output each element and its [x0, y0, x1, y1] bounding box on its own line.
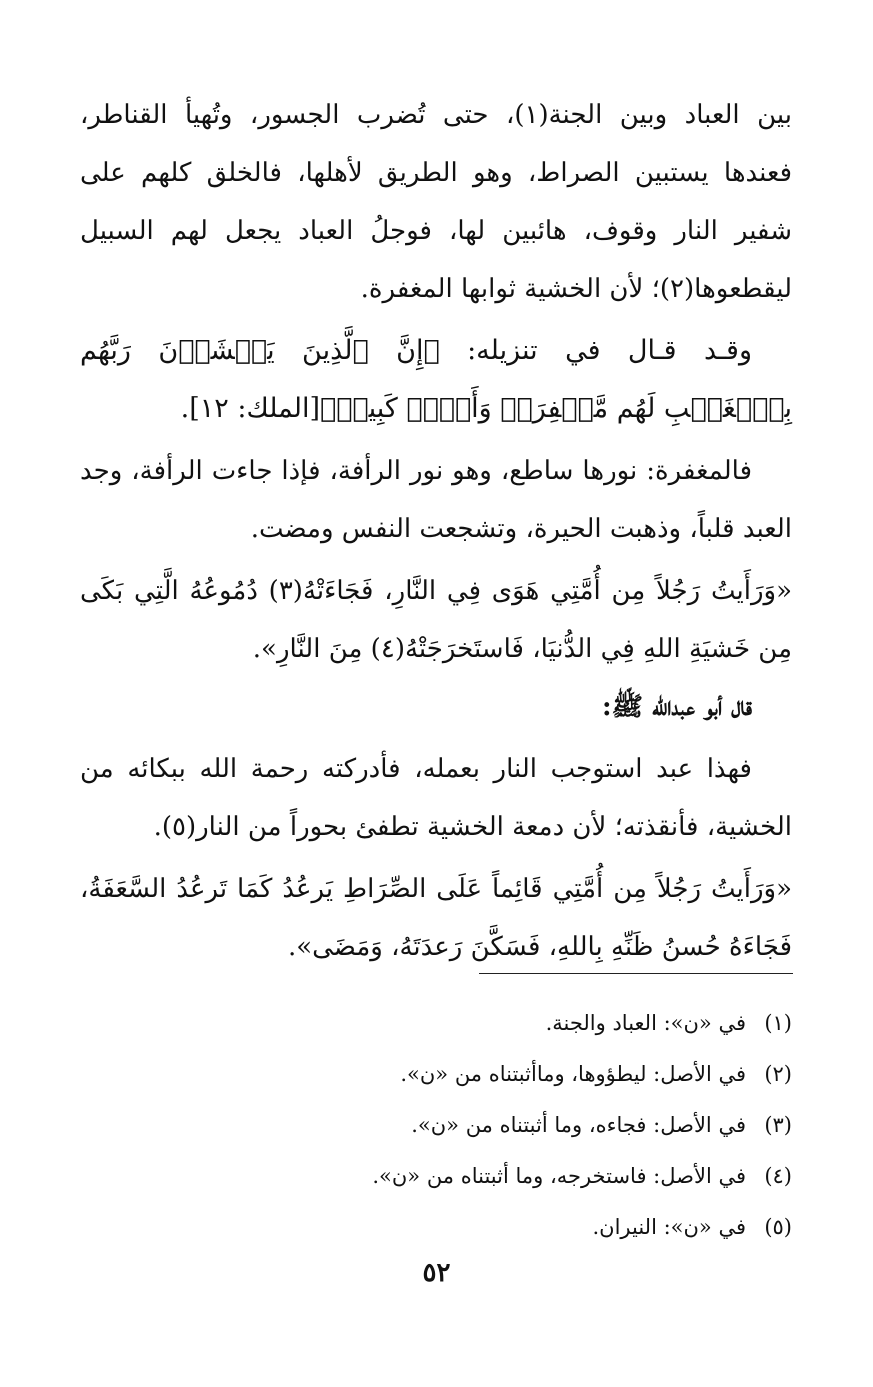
page-body	[80, 86, 792, 976]
footnotes-list	[80, 998, 792, 1253]
footnote-number: (١)	[764, 1011, 792, 1035]
footnote-text: في «ن»: العباد والجنة.	[545, 1011, 746, 1035]
footnote-text: في الأصل: ليطؤوها، وماأثبتناه من «ن».	[400, 1062, 746, 1086]
footnote-item	[80, 998, 792, 1049]
footnote-text: في الأصل: فجاءه، وما أثبتناه من «ن».	[411, 1113, 746, 1137]
footnote-number: (٥)	[764, 1215, 792, 1239]
section-heading: قال أبو عبدالله ﷺ:	[602, 692, 752, 722]
page-number: ٥٢	[422, 1258, 451, 1288]
paragraph-quran-citation: وقـد قـال في تنزيله: ﴿إِنَّ ٱلَّذِينَ يَخۡشَوۡنَ رَبَّهُم بِٱلۡغَيۡبِ لَهُم مَّغۡفِرَةٞ وَأَجۡرٞ كَبِيرٞ﴾[الملك: ١٢].	[80, 335, 792, 424]
hadith-quote-2: «وَرَأَيتُ رَجُلاً مِن أُمَّتِي قَائِماً عَلَى الصِّرَاطِ يَرعُدُ كَمَا تَرعُدُ السَّعَفَةُ، فَجَاءَهُ حُسنُ ظَنِّهِ بِاللهِ، فَسَكَّنَ رَعدَتَهُ، وَمَضَى».	[80, 874, 792, 962]
footnote-item	[80, 1151, 792, 1202]
footnote-item	[80, 1100, 792, 1151]
footnote-number: (٤)	[764, 1164, 792, 1188]
paragraph-commentary: فهذا عبد استوجب النار بعمله، فأدركته رحمة الله ببكائه من الخشية، فأنقذته؛ لأن دمعة الخشية تطفئ بحوراً من النار(٥).	[80, 754, 792, 842]
paragraph-maghfira: فالمغفرة: نورها ساطع، وهو نور الرأفة، فإذا جاءت الرأفة، وجد العبد قلباً، وذهبت الحيرة، وتشجعت النفس ومضت.	[80, 456, 792, 544]
footnote-text: في الأصل: فاستخرجه، وما أثبتناه من «ن».	[372, 1164, 746, 1188]
hadith-quote-1: «وَرَأَيتُ رَجُلاً مِن أُمَّتِي هَوَى فِي النَّارِ، فَجَاءَتْهُ(٣) دُمُوعُهُ الَّتِي بَكَى مِن خَشيَةِ اللهِ فِي الدُّنيَا، فَاستَخرَجَتْهُ(٤) مِنَ النَّارِ».	[80, 576, 792, 664]
footnote-number: (٣)	[764, 1113, 792, 1137]
footnote-item	[80, 1202, 792, 1253]
footnote-separator	[479, 973, 793, 974]
footnote-item	[80, 1049, 792, 1100]
paragraph-1: بين العباد وبين الجنة(١)، حتى تُضرب الجسور، وتُهيأ القناطر، فعندها يستبين الصراط، وهو الطريق لأهلها، فالخلق كلهم على شفير النار وقوف، هائبين لها، فوجلُ العباد يجعل لهم السبيل ليقطعوها(٢)؛ لأن الخشية ثوابها المغفرة.	[80, 100, 792, 304]
footnote-text: في «ن»: النيران.	[592, 1215, 746, 1239]
footnote-number: (٢)	[764, 1062, 792, 1086]
